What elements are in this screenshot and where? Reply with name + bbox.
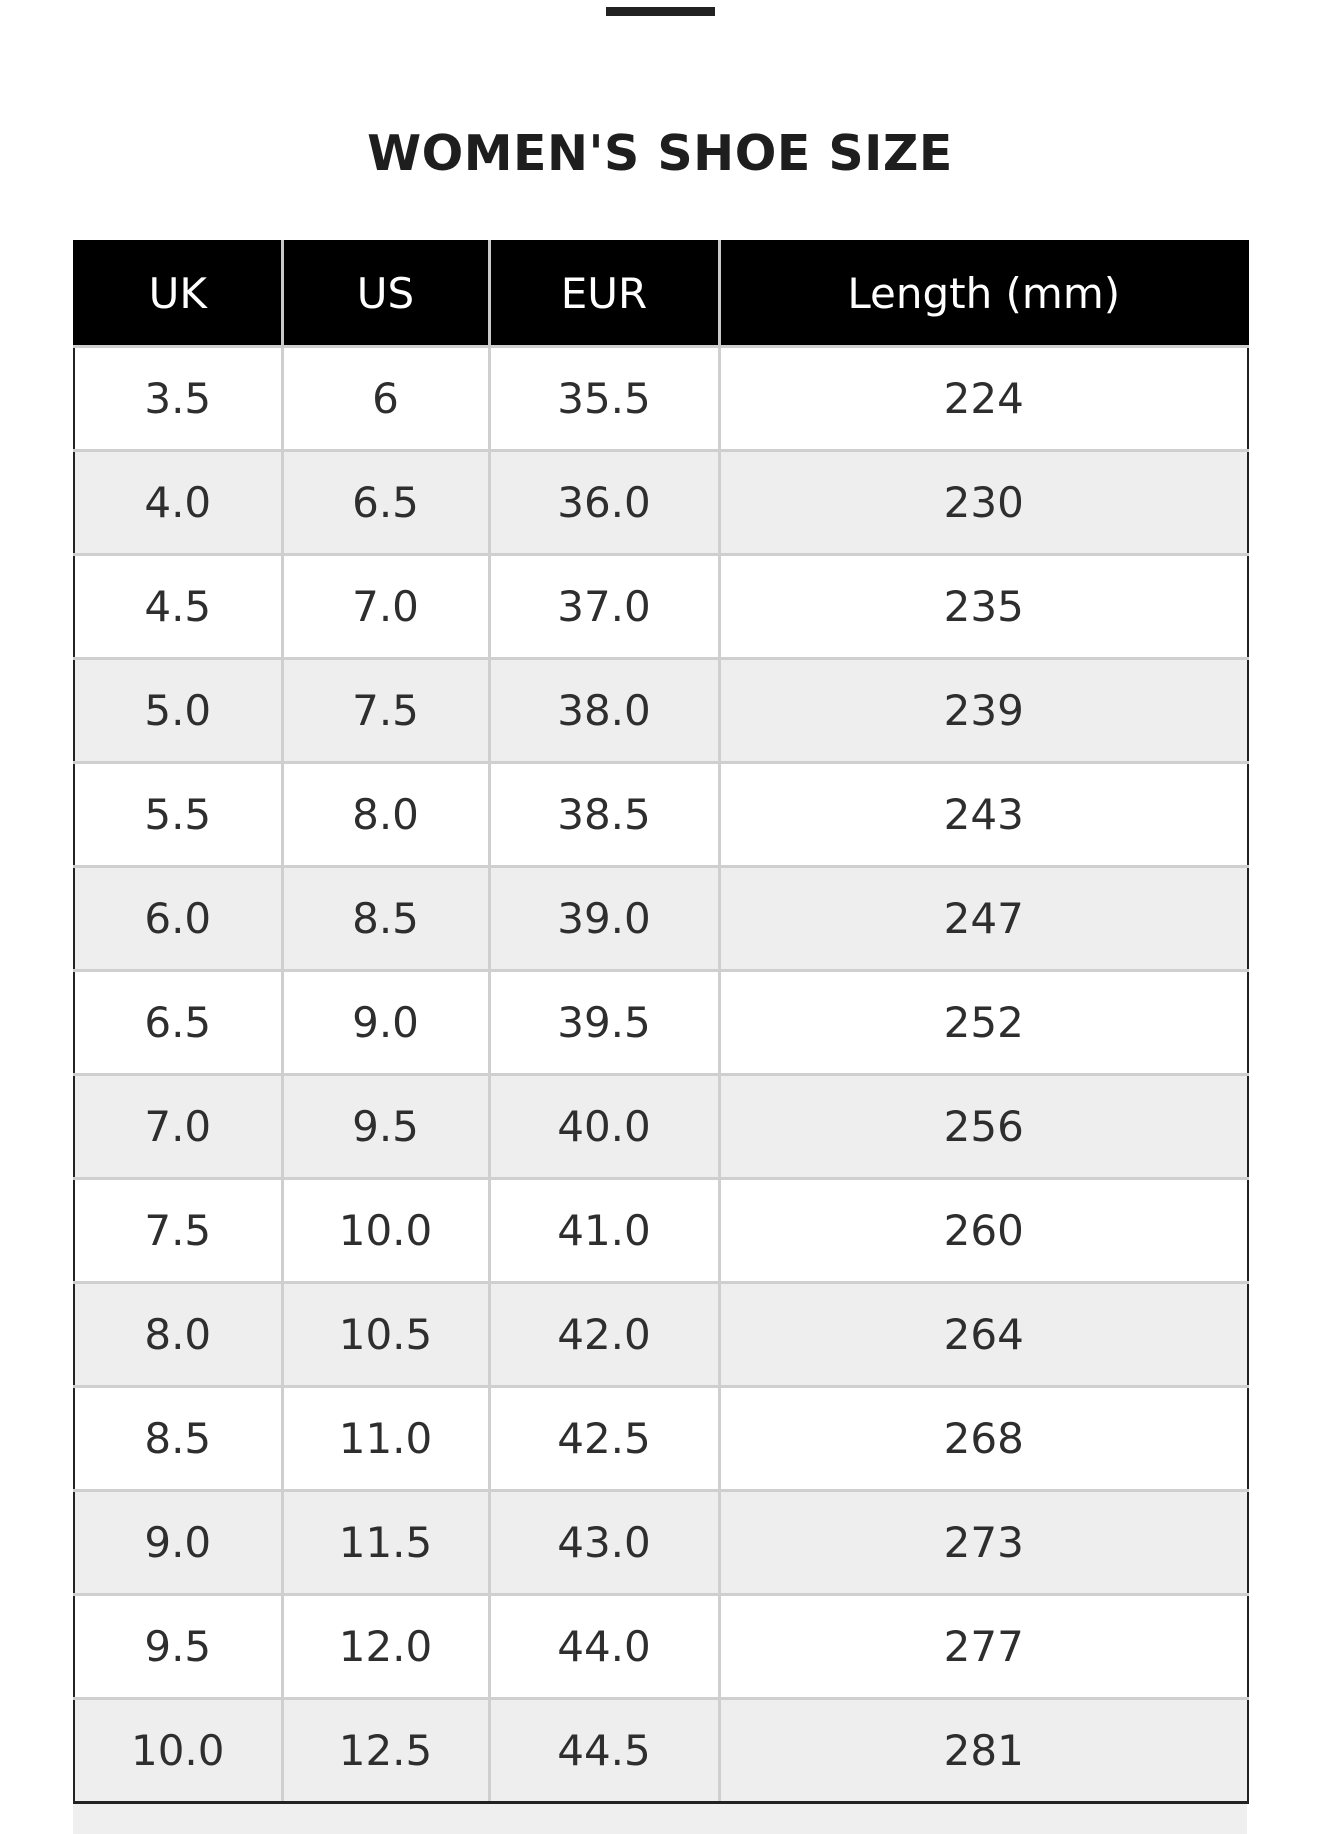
- cell-length: 268: [719, 1387, 1248, 1491]
- cell-us: 7.0: [282, 555, 489, 659]
- cell-uk: 5.5: [74, 763, 282, 867]
- top-divider-bar: [606, 7, 715, 16]
- cell-uk: 4.0: [74, 451, 282, 555]
- table-row: [74, 1595, 1248, 1699]
- cell-eur: 43.0: [489, 1491, 719, 1595]
- table-row: [74, 451, 1248, 555]
- cell-uk: 4.5: [74, 555, 282, 659]
- cell-length: 224: [719, 347, 1248, 451]
- cell-eur: 39.0: [489, 867, 719, 971]
- cell-eur: 41.0: [489, 1179, 719, 1283]
- bottom-strip: [73, 1804, 1247, 1834]
- cell-eur: 44.5: [489, 1699, 719, 1803]
- table-body: [74, 347, 1248, 1803]
- table-row: [74, 971, 1248, 1075]
- header-uk: UK: [74, 241, 282, 347]
- table-row: [74, 555, 1248, 659]
- cell-eur: 38.5: [489, 763, 719, 867]
- cell-us: 7.5: [282, 659, 489, 763]
- table-row: [74, 1075, 1248, 1179]
- cell-eur: 42.0: [489, 1283, 719, 1387]
- cell-length: 256: [719, 1075, 1248, 1179]
- cell-length: 260: [719, 1179, 1248, 1283]
- cell-length: 264: [719, 1283, 1248, 1387]
- cell-length: 235: [719, 555, 1248, 659]
- cell-uk: 7.5: [74, 1179, 282, 1283]
- cell-uk: 9.0: [74, 1491, 282, 1595]
- table-row: [74, 763, 1248, 867]
- cell-uk: 8.5: [74, 1387, 282, 1491]
- cell-us: 12.5: [282, 1699, 489, 1803]
- page-title: WOMEN'S SHOE SIZE: [367, 125, 953, 182]
- cell-eur: 42.5: [489, 1387, 719, 1491]
- cell-us: 9.0: [282, 971, 489, 1075]
- cell-us: 10.0: [282, 1179, 489, 1283]
- cell-eur: 35.5: [489, 347, 719, 451]
- table-header: [74, 241, 1248, 347]
- cell-eur: 40.0: [489, 1075, 719, 1179]
- cell-uk: 3.5: [74, 347, 282, 451]
- cell-us: 6.5: [282, 451, 489, 555]
- cell-eur: 38.0: [489, 659, 719, 763]
- cell-eur: 36.0: [489, 451, 719, 555]
- table-row: [74, 1491, 1248, 1595]
- cell-us: 11.0: [282, 1387, 489, 1491]
- cell-length: 230: [719, 451, 1248, 555]
- cell-length: 243: [719, 763, 1248, 867]
- cell-us: 9.5: [282, 1075, 489, 1179]
- table-row: [74, 1699, 1248, 1803]
- header-eur: EUR: [489, 241, 719, 347]
- table-row: [74, 1283, 1248, 1387]
- cell-us: 8.0: [282, 763, 489, 867]
- cell-us: 10.5: [282, 1283, 489, 1387]
- cell-us: 12.0: [282, 1595, 489, 1699]
- cell-eur: 39.5: [489, 971, 719, 1075]
- header-length: Length (mm): [719, 241, 1248, 347]
- table-row: [74, 867, 1248, 971]
- cell-length: 252: [719, 971, 1248, 1075]
- cell-uk: 9.5: [74, 1595, 282, 1699]
- cell-uk: 6.5: [74, 971, 282, 1075]
- cell-length: 273: [719, 1491, 1248, 1595]
- table-row: [74, 347, 1248, 451]
- cell-length: 239: [719, 659, 1248, 763]
- cell-uk: 7.0: [74, 1075, 282, 1179]
- size-chart-table: [73, 240, 1249, 1804]
- cell-uk: 5.0: [74, 659, 282, 763]
- cell-uk: 6.0: [74, 867, 282, 971]
- cell-eur: 44.0: [489, 1595, 719, 1699]
- table-row: [74, 1387, 1248, 1491]
- cell-us: 11.5: [282, 1491, 489, 1595]
- cell-us: 8.5: [282, 867, 489, 971]
- cell-uk: 10.0: [74, 1699, 282, 1803]
- cell-uk: 8.0: [74, 1283, 282, 1387]
- table-row: [74, 1179, 1248, 1283]
- header-row: [74, 241, 1248, 347]
- cell-us: 6: [282, 347, 489, 451]
- cell-length: 281: [719, 1699, 1248, 1803]
- cell-length: 277: [719, 1595, 1248, 1699]
- cell-length: 247: [719, 867, 1248, 971]
- table-row: [74, 659, 1248, 763]
- cell-eur: 37.0: [489, 555, 719, 659]
- header-us: US: [282, 241, 489, 347]
